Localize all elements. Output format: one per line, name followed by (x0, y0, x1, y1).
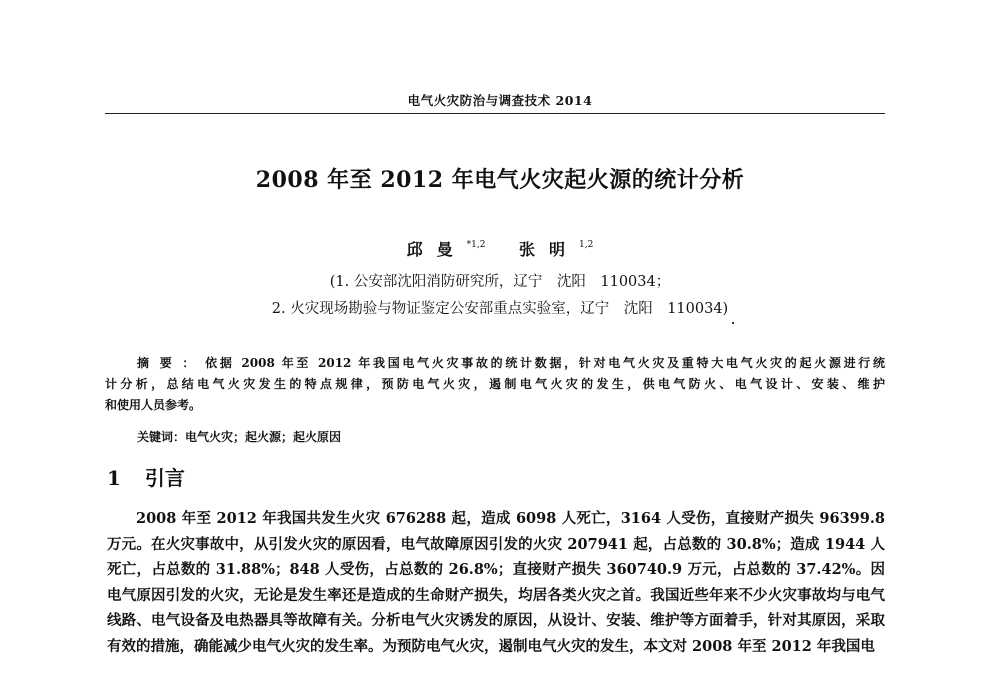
section-title: 引言 (144, 466, 185, 490)
section-heading (107, 462, 185, 491)
abstract-label: 摘要： (137, 356, 206, 370)
author-2-name: 张明 (519, 240, 580, 259)
abstract-line-3: 和使用人员参考。 (105, 398, 202, 412)
keywords (137, 428, 341, 445)
section-number: 1 (107, 466, 121, 490)
header-rule (105, 113, 885, 114)
running-header: 电气火灾防治与调查技术 2014 (407, 93, 593, 108)
keywords-text: 电气火灾；起火源；起火原因 (185, 430, 342, 444)
author-1-name: 邱曼 (406, 240, 467, 259)
abstract-text-1: 依据 2008 年至 2012 年我国电气火灾事故的统计数据，针对电气火灾及重特大电气火灾的起火源进行统 (205, 356, 885, 370)
author-2-affil-mark: 1,2 (579, 240, 594, 250)
affiliation-2: 2. 火灾现场勘验与物证鉴定公安部重点实验室，辽宁 沈阳 110034) (271, 301, 729, 317)
author-2 (519, 237, 593, 260)
body-paragraph: 2008 年至 2012 年我国共发生火灾 676288 起，造成 6098 人死亡，3164 人受伤，直接财产损失 96399.8 万元。在火灾事故中，从引发火灾的原因看，电气故障原因引发的火灾 207941 起，占总数的 30.8%；造成 1944 人死亡，占总数的 31.88%；848 人受伤，占总数的 26.8%；直接财产损失 360740.9 万元，占总数的 37.42%。因电气原因引发的火灾，无论是发生率还是造成的生命财产损失，均居各类火灾之首。我国近些年来不少火灾事故均与电气线路、电气设备及电热器具等故障有关。分析电气火灾诱发的原因，从设计、安装、维护等方面着手，针对其原因，采取有效的措施，确能减少电气火灾的发生率。为预防电气火灾，遏制电气火灾的发生，本文对 2008 年至 2012 年我国电 (107, 510, 885, 655)
keywords-label: 关键词： (137, 430, 186, 444)
abstract-line-2: 计分析，总结电气火灾发生的特点规律，预防电气火灾，遏制电气火灾的发生，供电气防火、电气设计、安装、维护 (105, 377, 885, 391)
author-1-affil-mark: *1,2 (466, 240, 486, 250)
author-list (0, 237, 1000, 260)
paper-title: 2008 年至 2012 年电气火灾起火源的统计分析 (255, 167, 745, 193)
abstract (105, 353, 885, 416)
body-text (107, 506, 885, 659)
stray-dot (732, 322, 734, 324)
abstract-line-1 (105, 353, 885, 374)
affiliation-1: (1. 公安部沈阳消防研究所，辽宁 沈阳 110034； (329, 274, 671, 290)
author-1 (407, 237, 486, 260)
